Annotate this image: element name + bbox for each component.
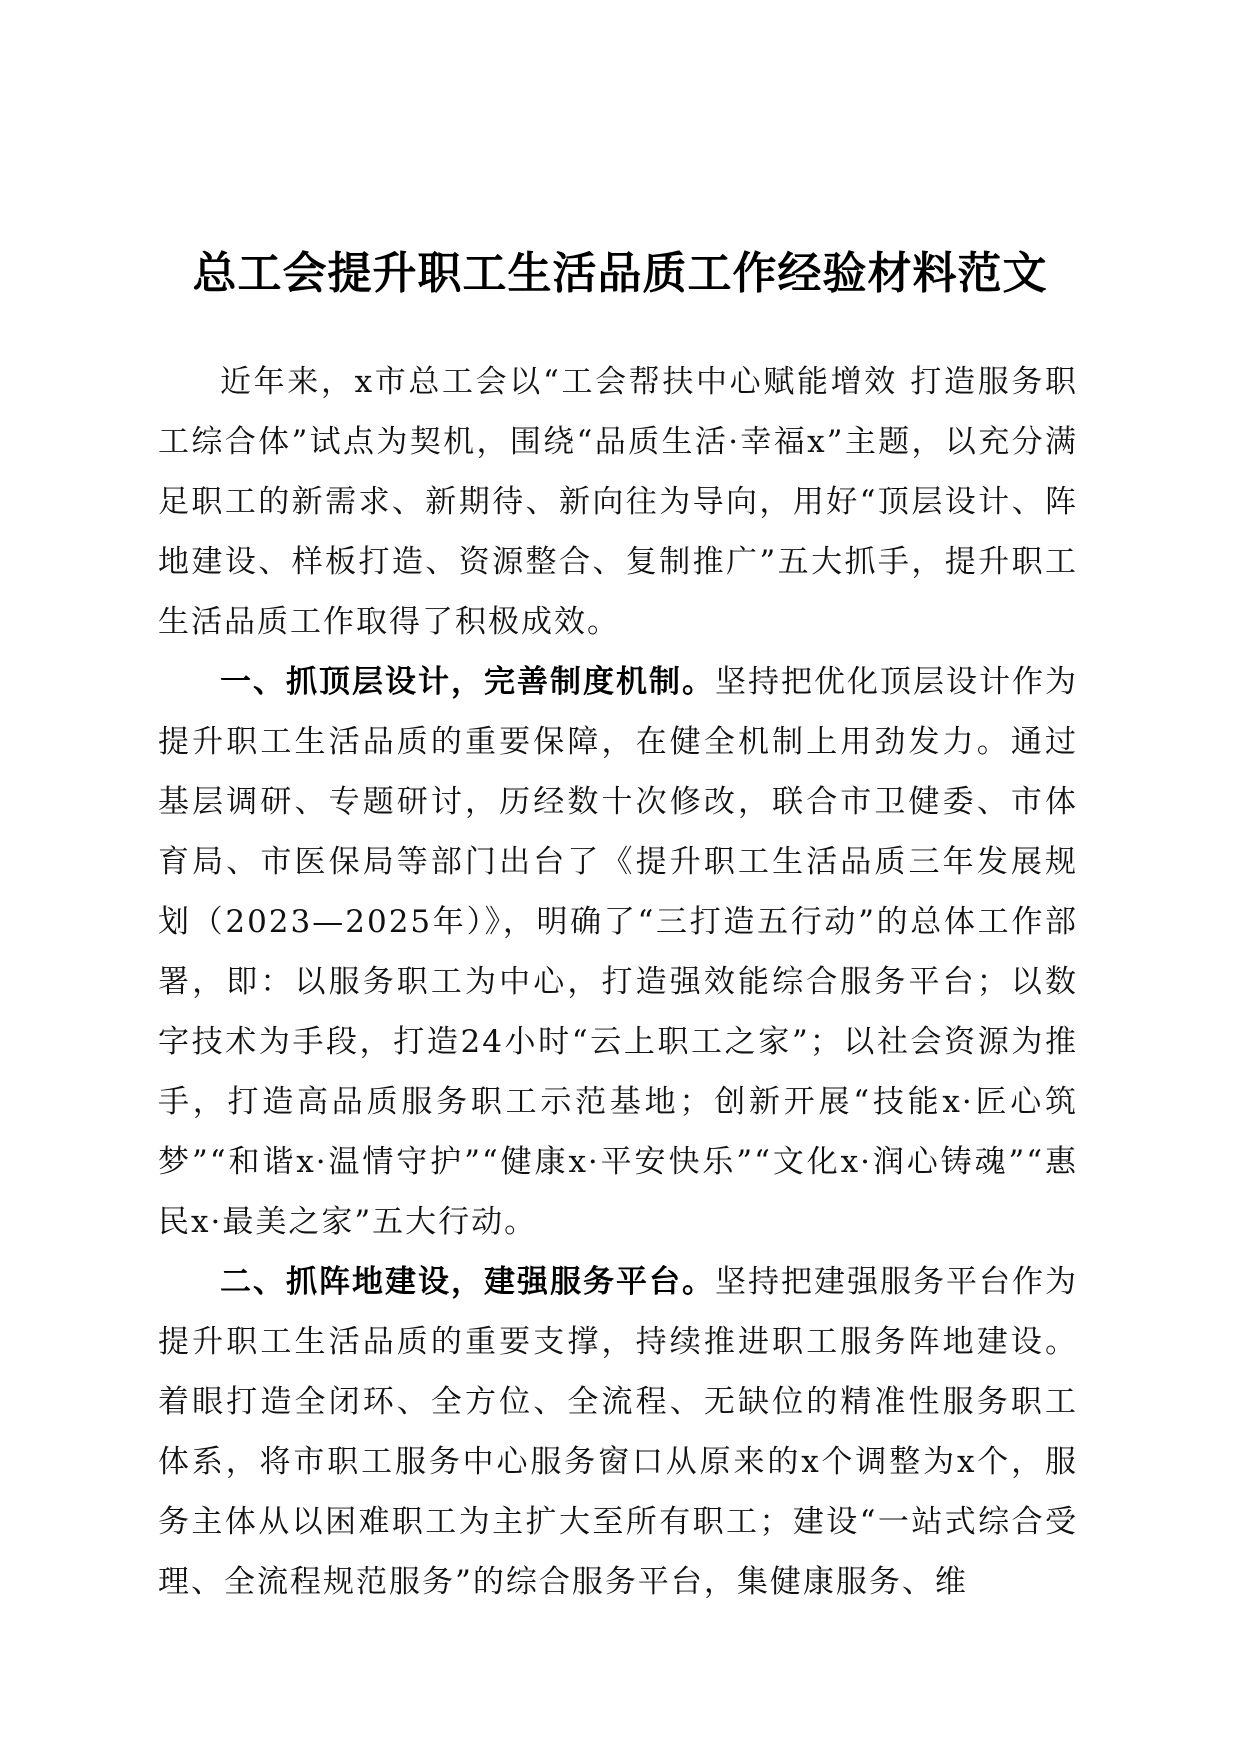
paragraph-intro bbox=[158, 352, 1078, 652]
section-2-heading: 二、抓阵地建设，建强服务平台。 bbox=[220, 1264, 715, 1300]
paragraph-text: 近年来，x市总工会以“工会帮扶中心赋能增效 打造服务职工综合体”试点为契机，围绕“品质生活·幸福x”主题，以充分满足职工的新需求、新期待、新向往为导向，用好“顶层设计、阵地建设、样板打造、资源整合、复制推广”五大抓手，提升职工生活品质工作取得了积极成效。 bbox=[158, 364, 1078, 640]
paragraph-text: 坚持把建强服务平台作为提升职工生活品质的重要支撑，持续推进职工服务阵地建设。着眼打造全闭环、全方位、全流程、无缺位的精准性服务职工体系，将市职工服务中心服务窗口从原来的x个调整为x个，服务主体从以困难职工为主扩大至所有职工；建设“一站式综合受理、全流程规范服务”的综合服务平台，集健康服务、维 bbox=[158, 1264, 1078, 1600]
paragraph-section-1 bbox=[158, 652, 1078, 1252]
paragraph-text: 坚持把优化顶层设计作为提升职工生活品质的重要保障，在健全机制上用劲发力。通过基层调研、专题研讨，历经数十次修改，联合市卫健委、市体育局、市医保局等部门出台了《提升职工生活品质三年发展规划（2023—2025年）》，明确了“三打造五行动”的总体工作部署，即：以服务职工为中心，打造强效能综合服务平台；以数字技术为手段，打造24小时“云上职工之家”；以社会资源为推手，打造高品质服务职工示范基地；创新开展“技能x·匠心筑梦”“和谐x·温情守护”“健康x·平安快乐”“文化x·润心铸魂”“惠民x·最美之家”五大行动。 bbox=[158, 664, 1078, 1240]
document-title: 总工会提升职工生活品质工作经验材料范文 bbox=[192, 248, 1048, 299]
document-body bbox=[158, 352, 1078, 1612]
paragraph-section-2 bbox=[158, 1252, 1078, 1612]
section-1-heading: 一、抓顶层设计，完善制度机制。 bbox=[220, 664, 715, 700]
